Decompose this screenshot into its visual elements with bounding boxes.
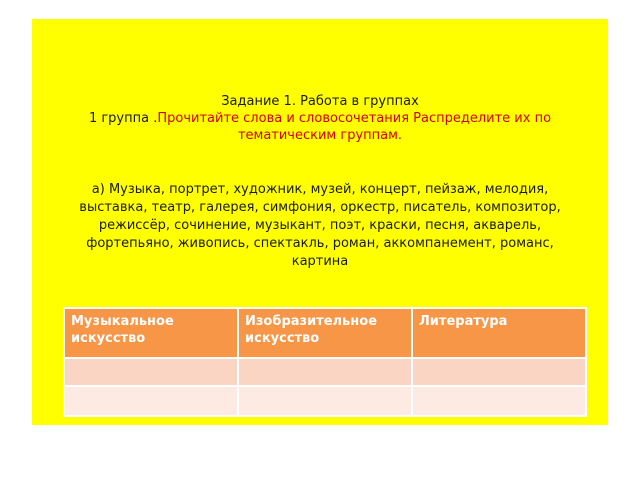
instruction-text-1: Прочитайте слова и словосочетания Распределите их по [157,111,552,126]
group-label: 1 группа . [88,111,158,126]
task-block [32,93,608,144]
word-list-line: фортепьяно, живопись, спектакль, роман, аккомпанемент, романс, [86,236,554,251]
header-music: Музыкальное искусство [64,308,238,358]
table-cell[interactable] [238,358,412,386]
table-header-row [64,308,586,358]
task-group-line [32,110,608,127]
table-cell[interactable] [64,386,238,416]
table-row [64,386,586,416]
table-cell[interactable] [412,386,586,416]
table-cell[interactable] [64,358,238,386]
word-list-line: выставка, театр, галерея, симфония, оркестр, писатель, композитор, [79,200,561,215]
table-cell[interactable] [412,358,586,386]
word-list-line: картина [291,254,349,269]
groups-table [63,307,587,417]
instruction-text-2: тематическим группам. [237,128,403,143]
header-fine-arts: Изобразительное искусство [238,308,412,358]
word-list-line: режиссёр, сочинение, музыкант, поэт, краски, песня, акварель, [98,218,542,233]
word-list-line: а) Музыка, портрет, художник, музей, концерт, пейзаж, мелодия, [91,182,549,197]
task-heading: Задание 1. Работа в группах [221,94,419,109]
table-cell[interactable] [238,386,412,416]
header-literature: Литература [412,308,586,358]
table-row [64,358,586,386]
word-list [54,181,586,271]
